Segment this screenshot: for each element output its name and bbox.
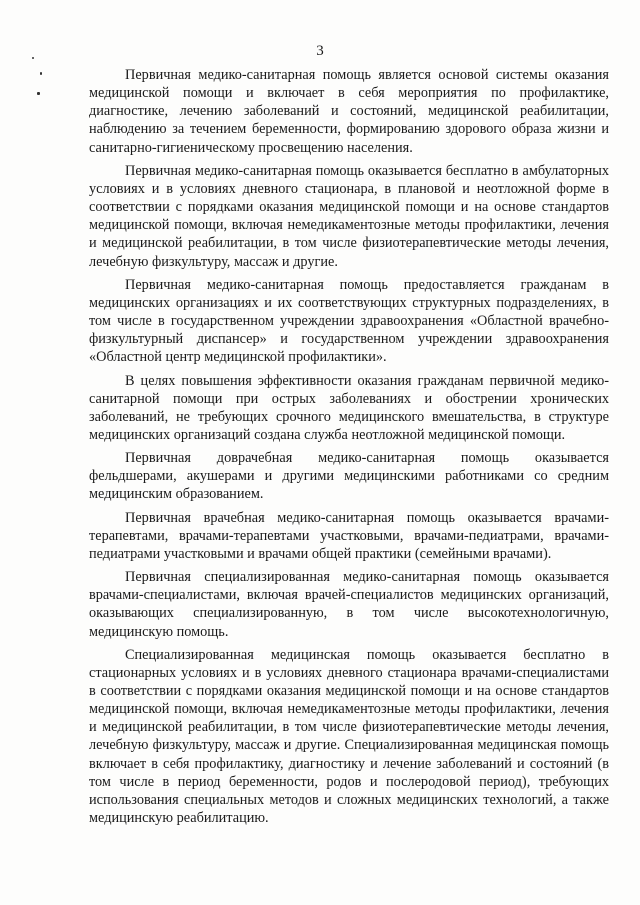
paragraph: Первичная врачебная медико-санитарная помощь оказывается врачами-терапевтами, врачами-терапевтами участковыми, врачами-педиатрами, врачами-педиатрами участковыми и врачами общей практики (семейными врачами). (89, 509, 609, 562)
paragraph: Первичная медико-санитарная помощь оказывается бесплатно в амбулаторных условиях и в условиях дневного стационара, в плановой и неотложной форме в соответствии с порядками оказания медицинской помощи и на основе стандартов медицинской помощи, включая немедикаментозные методы профилактики, лечения и медицинской реабилитации, в том числе физиотерапевтические методы лечения, лечебную физкультуру, массаж и другие. (89, 162, 609, 270)
paragraph: Первичная специализированная медико-санитарная помощь оказывается врачами-специалистами, включая врачей-специалистов медицинских организаций, оказывающих специализированную, в том числе высокотехнологичную, медицинскую помощь. (89, 569, 609, 640)
margin-speck (40, 72, 42, 75)
margin-speck (37, 92, 40, 95)
paragraph: Первичная медико-санитарная помощь является основой системы оказания медицинской помощи и включает в себя мероприятия по профилактике, диагностике, лечению заболеваний и состояний, медицинской реабилитации, наблюдению за течением беременности, формированию здорового образа жизни и санитарно-гигиеническому просвещению населения. (89, 67, 609, 156)
paragraph: В целях повышения эффективности оказания гражданам первичной медико-санитарной помощи при острых заболеваниях и обострении хронических заболеваний, не требующих срочного медицинского вмешательства, в структуре медицинских организаций создана служба неотложной медицинской помощи. (89, 372, 609, 443)
paragraph: Первичная медико-санитарная помощь предоставляется гражданам в медицинских организациях и их соответствующих структурных подразделениях, в том числе в государственном учреждении здравоохранения «Областной врачебно-физкультурный диспансер» и государственном учреждении здравоохранения «Областной центр медицинской профилактики». (89, 276, 609, 366)
paragraph: Первичная доврачебная медико-санитарная помощь оказывается фельдшерами, акушерами и другими медицинскими работниками со средним медицинским образованием. (89, 450, 609, 503)
paragraph: Специализированная медицинская помощь оказывается бесплатно в стационарных условиях и в условиях дневного стационара врачами-специалистами в соответствии с порядками оказания медицинской помощи и на основе стандартов медицинской помощи, включая немедикаментозные методы профилактики, лечения и медицинской реабилитации, в том числе физиотерапевтические методы лечения, лечебную физкультуру, массаж и другие. Специализированная медицинская помощь включает в себя профилактику, диагностику и лечение заболеваний и состояний (в том числе в период беременности, родов и послеродовой период), требующих использования специальных методов и сложных медицинских технологий, а также медицинскую реабилитацию. (89, 646, 609, 827)
page-number: 3 (316, 43, 324, 59)
document-body (89, 66, 609, 827)
